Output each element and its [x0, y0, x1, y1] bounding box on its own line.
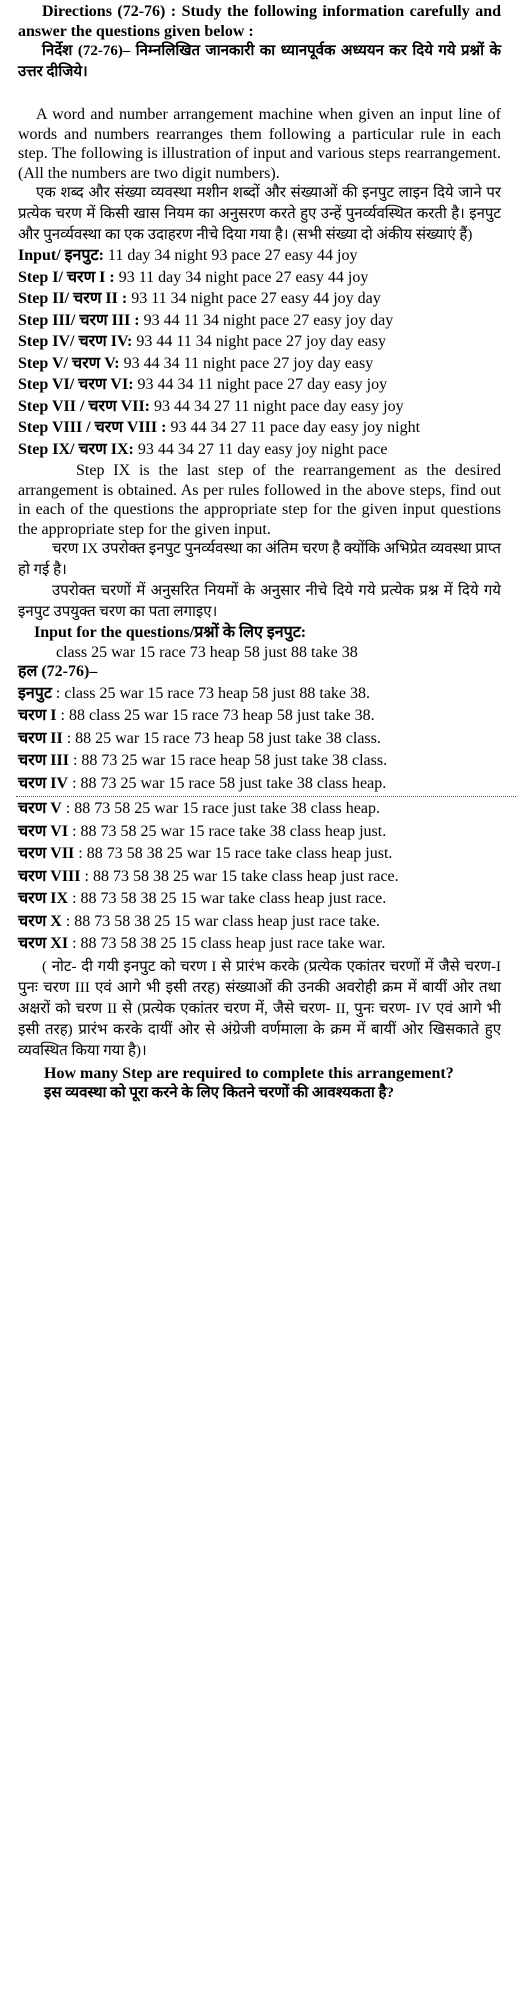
intro-english: A word and number arrangement machine when given an input line of words and numbers rearranges them following a particular rule in each step. The following is illustration of input and various steps rearrangement. (All the numbers are two digit numbers). — [18, 106, 501, 182]
solution-row: चरण II : 88 25 war 15 race 73 heap 58 just take 38 class. — [18, 729, 381, 747]
example-input-value: 11 day 34 night 93 pace 27 easy 44 joy — [107, 247, 358, 264]
note-last-step-hindi-1: चरण IX उपरोक्त इनपुट पुनर्व्यवस्था का अंतिम चरण है क्योंकि अभिप्रेत व्यवस्था प्राप्त हो गई है। — [18, 541, 501, 578]
note-last-step-hindi-2: उपरोक्त चरणों में अनुसरित नियमों के अनुसार नीचे दिये गये प्रत्येक प्रश्न में दिये गये इनपुट उपयुक्त चरण का पता लगाइए। — [18, 583, 501, 620]
solution-row: चरण IX : 88 73 58 38 25 15 war take class heap just race. — [18, 890, 387, 907]
example-steps — [18, 268, 501, 460]
question-input-label: Input for the questions/प्रश्नों के लिए इनपुट: — [34, 624, 307, 641]
dotted-divider — [16, 796, 516, 797]
question-input-value: class 25 war 15 race 73 heap 58 just 88 take 38 — [56, 643, 358, 661]
question-english: How many Step are required to complete this arrangement? — [44, 1064, 454, 1082]
solution-row: चरण V : 88 73 58 25 war 15 race just take 38 class heap. — [18, 800, 380, 817]
solution-row: इनपुट : class 25 war 15 race 73 heap 58 just 88 take 38. — [18, 684, 371, 702]
example-step-row: Step II/ चरण II : 93 11 34 night pace 27 easy 44 joy day — [18, 290, 381, 307]
solution-row: चरण VII : 88 73 58 38 25 war 15 race take class heap just. — [18, 845, 393, 862]
example-step-row: Step IV/ चरण IV: 93 44 11 34 night pace 27 joy day easy — [18, 333, 386, 350]
solution-row: चरण VIII : 88 73 58 38 25 war 15 take class heap just race. — [18, 867, 399, 885]
example-input-row — [18, 246, 501, 266]
example-step-row: Step IX/ चरण IX: 93 44 34 27 11 day easy joy night pace — [18, 440, 388, 458]
solution-rows — [18, 684, 501, 954]
solution-row: चरण III : 88 73 25 war 15 race heap 58 just take 38 class. — [18, 752, 388, 769]
example-step-row: Step VI/ चरण VI: 93 44 34 11 night pace 27 day easy joy — [18, 376, 388, 393]
intro-hindi: एक शब्द और संख्या व्यवस्था मशीन शब्दों और संख्याओं की इनपुट लाइन दिये जाने पर प्रत्येक चरण में किसी खास नियम का अनुसरण करते हुए उन्हें पुनर्व्यवस्थित करती है। इनपुट और पुनर्व्यवस्था का एक उदाहरण नीचे दिया गया है। (सभी संख्या दो अंकीय संख्याएं हैं) — [18, 185, 501, 243]
solution-row: चरण I : 88 class 25 war 15 race 73 heap 58 just take 38. — [18, 707, 375, 724]
example-step-row: Step VII / चरण VII: 93 44 34 27 11 night pace day easy joy — [18, 397, 404, 415]
example-step-row: Step VIII / चरण VIII : 93 44 34 27 11 pace day easy joy night — [18, 419, 421, 436]
solution-row: चरण IV : 88 73 25 war 15 race 58 just take 38 class heap. — [18, 774, 387, 792]
example-input-label: Input/ इनपुट: — [18, 247, 104, 264]
solution-note: ( नोट- दी गयी इनपुट को चरण I से प्रारंभ करके (प्रत्येक एकांतर चरणों में जैसे चरण-I पुनः चरण III एवं आगे भी इसी तरह) संख्याओं की उनकी अवरोही क्रम में बायीं ओर तथा अक्षरों को चरण II से (प्रत्येक एकांतर चरण में, जैसे चरण- II, पुनः चरण- IV एवं आगे भी इसी तरह) प्रारंभ करके दायीं ओर से अंग्रेजी वर्णमाला के क्रम में बायीं ओर खिसकाते हुए व्यवस्थित किया गया है)। — [18, 958, 501, 1059]
example-step-row: Step III/ चरण III : 93 44 11 34 night pace 27 easy joy day — [18, 311, 394, 329]
solution-heading: हल (72-76)– — [18, 663, 98, 680]
example-step-row: Step I/ चरण I : 93 11 day 34 night pace 27 easy 44 joy — [18, 268, 369, 286]
solution-row: चरण X : 88 73 58 38 25 15 war class heap just race take. — [18, 912, 380, 930]
directions-english: Directions (72-76) : Study the following information carefully and answer the questions given below : — [18, 3, 501, 40]
solution-row: चरण VI : 88 73 58 25 war 15 race take 38 class heap just. — [18, 822, 387, 840]
example-step-row: Step V/ चरण V: 93 44 34 11 night pace 27 joy day easy — [18, 354, 374, 372]
directions-hindi: निर्देश (72-76)– निम्नलिखित जानकारी का ध्यानपूर्वक अध्ययन कर दिये गये प्रश्नों के उत्तर दीजिये। — [18, 43, 501, 80]
note-last-step-english: Step IX is the last step of the rearrangement as the desired arrangement is obtained. As per rules followed in the above steps, find out in each of the questions the appropriate step for the given input questions the appropriate step for the given input. — [18, 462, 501, 538]
solution-row: चरण XI : 88 73 58 38 25 15 class heap just race take war. — [18, 935, 386, 952]
question-hindi: इस व्यवस्था को पूरा करने के लिए कितने चरणों की आवश्यकता है? — [44, 1085, 394, 1101]
